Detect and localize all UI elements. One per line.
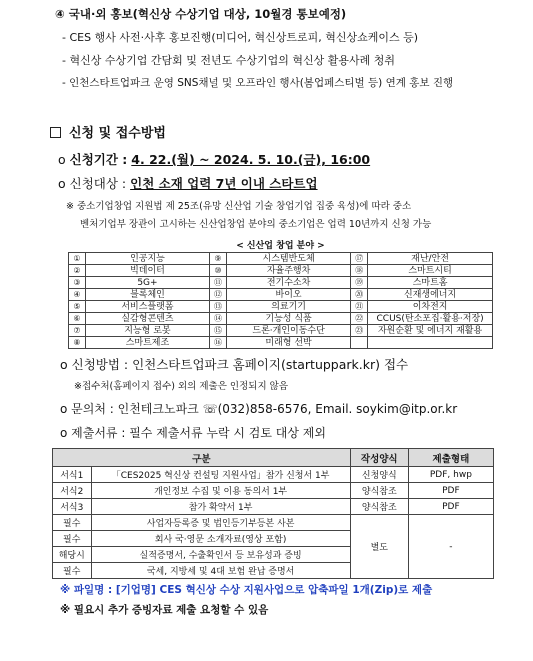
sector-number: ⑮	[210, 325, 227, 337]
sector-number: ⑨	[210, 253, 227, 265]
sector-row	[69, 325, 493, 337]
sector-name: 의료기기	[226, 301, 350, 313]
sector-name: 블록체인	[85, 289, 209, 301]
sector-number: ④	[69, 289, 86, 301]
sector-row	[69, 253, 493, 265]
sector-name: 전기수소차	[226, 277, 350, 289]
sector-name	[368, 337, 493, 349]
doc-category: 서식1	[53, 467, 92, 483]
sector-number: ⑯	[210, 337, 227, 349]
doc-description: 회사 국·영문 소개자료(영상 포함)	[91, 531, 350, 547]
sector-number: ⑪	[210, 277, 227, 289]
doc-type-merged: -	[408, 515, 493, 579]
documents-title: o 제출서류 : 필수 제출서류 누락 시 검토 대상 제외	[60, 426, 326, 440]
contact-info: o 문의처 : 인천테크노파크 ☏(032)858-6576, Email. soykim@itp.or.kr	[60, 402, 458, 416]
doc-form-merged: 별도	[350, 515, 408, 579]
sector-row	[69, 277, 493, 289]
sector-name: 기능성 식품	[226, 313, 350, 325]
sector-number: ①	[69, 253, 86, 265]
document-row	[53, 515, 494, 531]
application-method: o 신청방법 : 인천스타트업파크 홈페이지(startuppark.kr) 접수	[60, 357, 409, 372]
sector-name: 이차전지	[368, 301, 493, 313]
sector-number: ⑩	[210, 265, 227, 277]
sector-number: ⑫	[210, 289, 227, 301]
sector-number: ②	[69, 265, 86, 277]
sector-name: 자율주행차	[226, 265, 350, 277]
promo-item-2: - 혁신상 수상기업 간담회 및 전년도 수상기업의 혁신상 활용사례 청취	[62, 54, 395, 67]
sector-number: ⑤	[69, 301, 86, 313]
sector-name: 스마트제조	[85, 337, 209, 349]
col-header-category: 구분	[53, 449, 351, 467]
doc-type: PDF	[408, 499, 493, 515]
sector-table	[68, 240, 493, 349]
sector-name: 실감형콘텐츠	[85, 313, 209, 325]
sector-name: 신재생에너지	[368, 289, 493, 301]
sector-name: 시스템반도체	[226, 253, 350, 265]
sector-number: ㉑	[351, 301, 368, 313]
sector-row	[69, 337, 493, 349]
document-row	[53, 483, 494, 499]
doc-form: 양식참조	[350, 499, 408, 515]
sector-name: 드론·개인이동수단	[226, 325, 350, 337]
sector-name: 미래형 선박	[226, 337, 350, 349]
doc-form: 신청양식	[350, 467, 408, 483]
doc-category: 필수	[53, 515, 92, 531]
sector-row	[69, 265, 493, 277]
sector-name: 자원순환 및 에너지 재활용	[368, 325, 493, 337]
sector-number: ⑧	[69, 337, 86, 349]
sector-row	[69, 313, 493, 325]
sector-name: 서비스플랫폼	[85, 301, 209, 313]
sector-number: ⑰	[351, 253, 368, 265]
sector-number: ⑬	[210, 301, 227, 313]
doc-type: PDF, hwp	[408, 467, 493, 483]
document-row	[53, 467, 494, 483]
sector-name: 재난/안전	[368, 253, 493, 265]
sector-name: 인공지능	[85, 253, 209, 265]
doc-category: 필수	[53, 531, 92, 547]
eligibility-note-2: 벤처기업부 장관이 고시하는 신산업창업 분야의 중소기업은 업력 10년까지 신청 가능	[80, 219, 432, 230]
promo-item-3: - 인천스타트업파크 운영 SNS채널 및 오프라인 행사(봄업페스티벌 등) 연계 홍보 진행	[62, 77, 454, 89]
doc-description: 참가 확약서 1부	[91, 499, 350, 515]
col-header-type: 제출형태	[408, 449, 493, 467]
sector-number: ⑭	[210, 313, 227, 325]
doc-category: 필수	[53, 563, 92, 579]
sector-number: ⑱	[351, 265, 368, 277]
doc-category: 해당시	[53, 547, 92, 563]
doc-type: PDF	[408, 483, 493, 499]
sector-number: ⑦	[69, 325, 86, 337]
doc-category: 서식2	[53, 483, 92, 499]
sector-name: CCUS(탄소포집·활용·저장)	[368, 313, 493, 325]
doc-description: 국세, 지방세 및 4대 보험 완납 증명서	[91, 563, 350, 579]
sector-row	[69, 301, 493, 313]
square-bullet-icon	[50, 127, 61, 138]
doc-form: 양식참조	[350, 483, 408, 499]
col-header-form: 작성양식	[350, 449, 408, 467]
promo-heading: ④ 국내·외 홍보(혁신상 수상기업 대상, 10월경 통보예정)	[55, 7, 347, 21]
doc-description: 개인정보 수집 및 이용 동의서 1부	[91, 483, 350, 499]
extra-evidence-note: ※ 필요시 추가 증빙자료 제출 요청할 수 있음	[60, 604, 269, 616]
sector-row	[69, 289, 493, 301]
section-title: 신청 및 접수방법	[50, 126, 166, 142]
promo-item-1: - CES 행사 사전·사후 홍보진행(미디어, 혁신상트로피, 혁신상쇼케이스 등)	[62, 31, 419, 44]
sector-name: 스마트홈	[368, 277, 493, 289]
doc-description: 실적증명서, 수출확인서 등 보유성과 증빙	[91, 547, 350, 563]
sector-number: ㉒	[351, 313, 368, 325]
method-note: ※접수처(홈페이지 접수) 외의 제출은 인정되지 않음	[74, 381, 289, 392]
sector-name: 바이오	[226, 289, 350, 301]
application-target: o 신청대상 : 인천 소재 업력 7년 이내 스타트업	[58, 176, 318, 191]
sector-number: ⑲	[351, 277, 368, 289]
sector-name: 스마트시티	[368, 265, 493, 277]
sector-name: 5G+	[85, 277, 209, 289]
doc-category: 서식3	[53, 499, 92, 515]
eligibility-note-1: ※ 중소기업창업 지원법 제 25조(유망 신산업 기술 창업기업 집중 육성)에 따라 중소	[66, 201, 412, 212]
sector-number: ⑥	[69, 313, 86, 325]
sector-table-title: < 신산업 창업 분야 >	[236, 241, 325, 251]
documents-table	[52, 448, 494, 579]
sector-number: ㉓	[351, 325, 368, 337]
application-period: o 신청기간 : 4. 22.(월) ~ 2024. 5. 10.(금), 16:00	[58, 152, 371, 167]
sector-number: ⑳	[351, 289, 368, 301]
sector-name: 지능형 로봇	[85, 325, 209, 337]
doc-description: 사업자등록증 및 법인등기부등본 사본	[91, 515, 350, 531]
sector-number: ③	[69, 277, 86, 289]
sector-number	[351, 337, 368, 349]
sector-name: 빅데이터	[85, 265, 209, 277]
document-row	[53, 499, 494, 515]
doc-description: 「CES2025 혁신상 컨설팅 지원사업」참가 신청서 1부	[91, 467, 350, 483]
file-name-instruction: ※ 파일명 : [기업명] CES 혁신상 수상 지원사업으로 압축파일 1개(Zip)로 제출	[60, 584, 433, 596]
